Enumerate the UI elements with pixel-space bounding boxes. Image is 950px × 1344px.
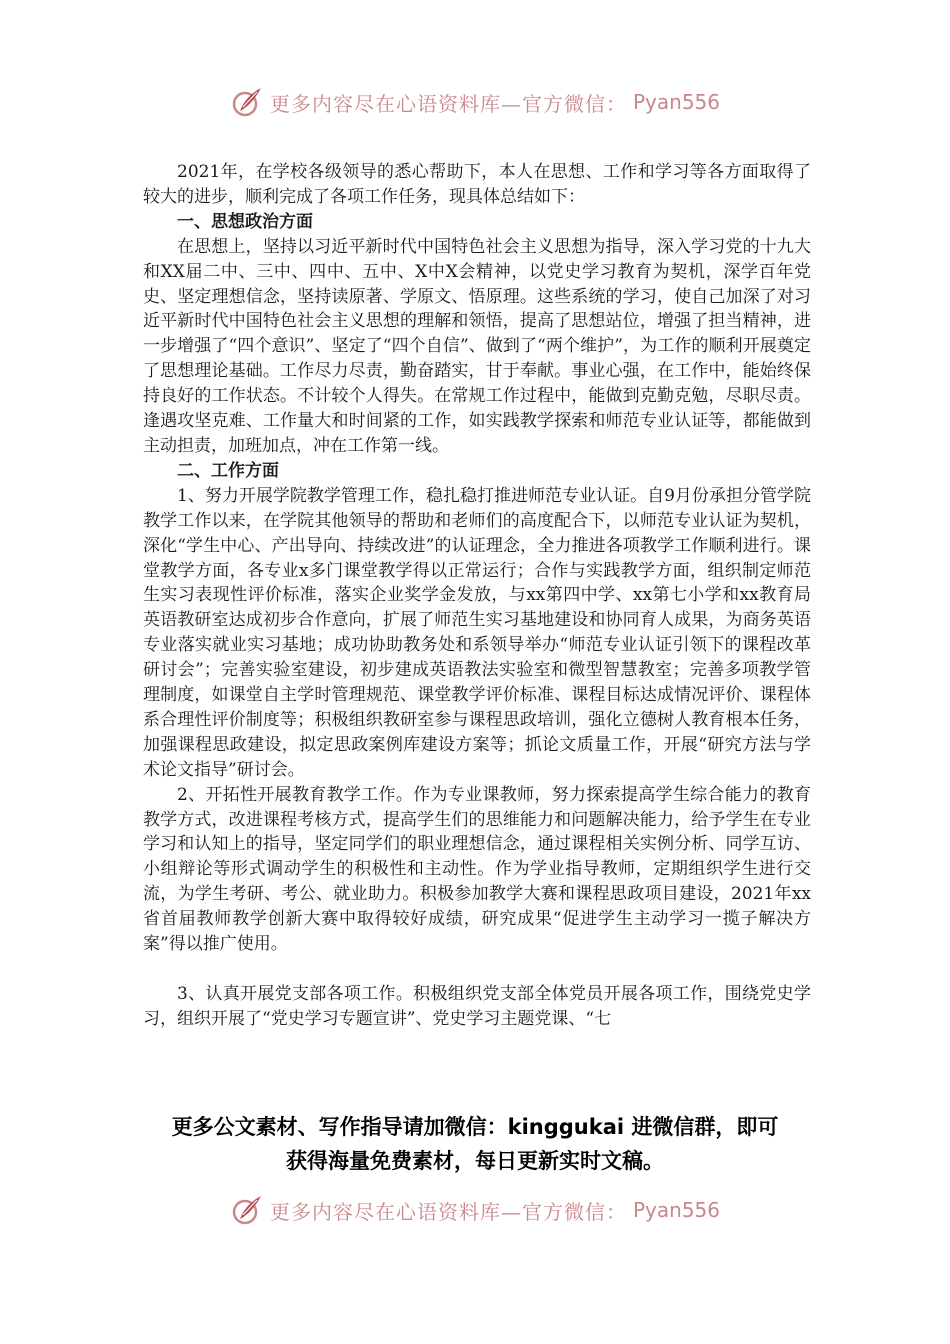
work-paragraph-3: 3、认真开展党支部各项工作。积极组织党支部全体党员开展各项工作，围绕党史学习，组织开展了“党史学习专题宣讲”、党史学习主题党课、“七	[143, 983, 811, 1029]
banner-text: 更多内容尽在心语资料库—官方微信：	[269, 91, 627, 116]
header-banner	[0, 82, 950, 122]
footer-banner	[0, 1190, 950, 1230]
document-body	[143, 160, 811, 1032]
paragraph-gap	[143, 957, 811, 982]
banner-text: 更多内容尽在心语资料库—官方微信：	[269, 1199, 627, 1224]
promo-text	[0, 1110, 950, 1178]
promo-line-2: 获得海量免费素材，每日更新实时文稿。	[286, 1149, 664, 1173]
intro-paragraph: 2021年，在学校各级领导的悉心帮助下，本人在思想、工作和学习等各方面取得了较大的进步，顺利完成了各项工作任务，现具体总结如下：	[143, 162, 811, 207]
politics-paragraph: 在思想上，坚持以习近平新时代中国特色社会主义思想为指导，深入学习党的十九大和XX届二中、三中、四中、五中、X中X会精神，以党史学习教育为契机，深学百年党史、坚定理想信念，坚持读原著、学原文、悟原理。这些系统的学习，使自己加深了对习近平新时代中国特色社会主义思想的理解和领悟，提高了思想站位，增强了担当精神，进一步增强了“四个意识”、坚定了“四个自信”、做到了“两个维护”，为工作的顺利开展奠定了思想理论基础。工作尽力尽责，勤奋踏实，甘于奉献。事业心强，在工作中，能始终保持良好的工作状态。不计较个人得失。在常规工作过程中，能做到克勤克勉，尽职尽责。逢遇攻坚克难、工作量大和时间紧的工作，如实践教学探索和师范专业认证等，都能做到主动担责，加班加点，冲在工作第一线。	[143, 236, 811, 456]
work-paragraph-1: 1、努力开展学院教学管理工作，稳扎稳打推进师范专业认证。自9月份承担分管学院教学工作以来，在学院其他领导的帮助和老师们的高度配合下，以师范专业认证为契机，深化“学生中心、产出导向、持续改进”的认证理念，全力推进各项教学工作顺利进行。课堂教学方面，各专业x多门课堂教学得以正常运行；合作与实践教学方面，组织制定师范生实习表现性评价标准，落实企业奖学金发放，与xx第四中学、xx第七小学和xx教育局英语教研室达成初步合作意向，扩展了师范生实习基地建设和协同育人成果，为商务英语专业落实就业实习基地；成功协助教务处和系领导举办“师范专业认证引领下的课程改革研讨会”；完善实验室建设，初步建成英语教法实验室和微型智慧教室；完善多项教学管理制度，如课堂自主学时管理规范、课堂教学评价标准、课程目标达成情况评价、课程体系合理性评价制度等；积极组织教研室参与课程思政培训，强化立德树人教育根本任务，加强课程思政建设，拟定思政案例库建设方案等；抓论文质量工作，开展“研究方法与学术论文指导”研讨会。	[143, 485, 811, 780]
banner-wechat-id: Pyan556	[632, 1198, 720, 1222]
feather-logo-icon	[230, 85, 264, 119]
work-paragraph-2: 2、开拓性开展教育教学工作。作为专业课教师，努力探索提高学生综合能力的教育教学方式，改进课程考核方式，提高学生们的思维能力和问题解决能力，给予学生在专业学习和认知上的指导，坚定同学们的职业理想信念，通过课程相关实例分析、同学互访、小组辩论等形式调动学生的积极性和主动性。作为学业指导教师，定期组织学生进行交流，为学生考研、考公、就业助力。积极参加教学大赛和课程思政项目建设，2021年xx省首届教师教学创新大赛中取得较好成绩，研究成果“促进学生主动学习一揽子解决方案”得以推广使用。	[143, 784, 811, 955]
section-heading-politics: 一、思想政治方面	[177, 211, 313, 232]
section-heading-work: 二、工作方面	[177, 460, 279, 481]
feather-logo-icon	[230, 1193, 264, 1227]
banner-wechat-id: Pyan556	[632, 90, 720, 114]
promo-line-1: 更多公文素材、写作指导请加微信：kinggukai 进微信群，即可	[171, 1115, 779, 1139]
